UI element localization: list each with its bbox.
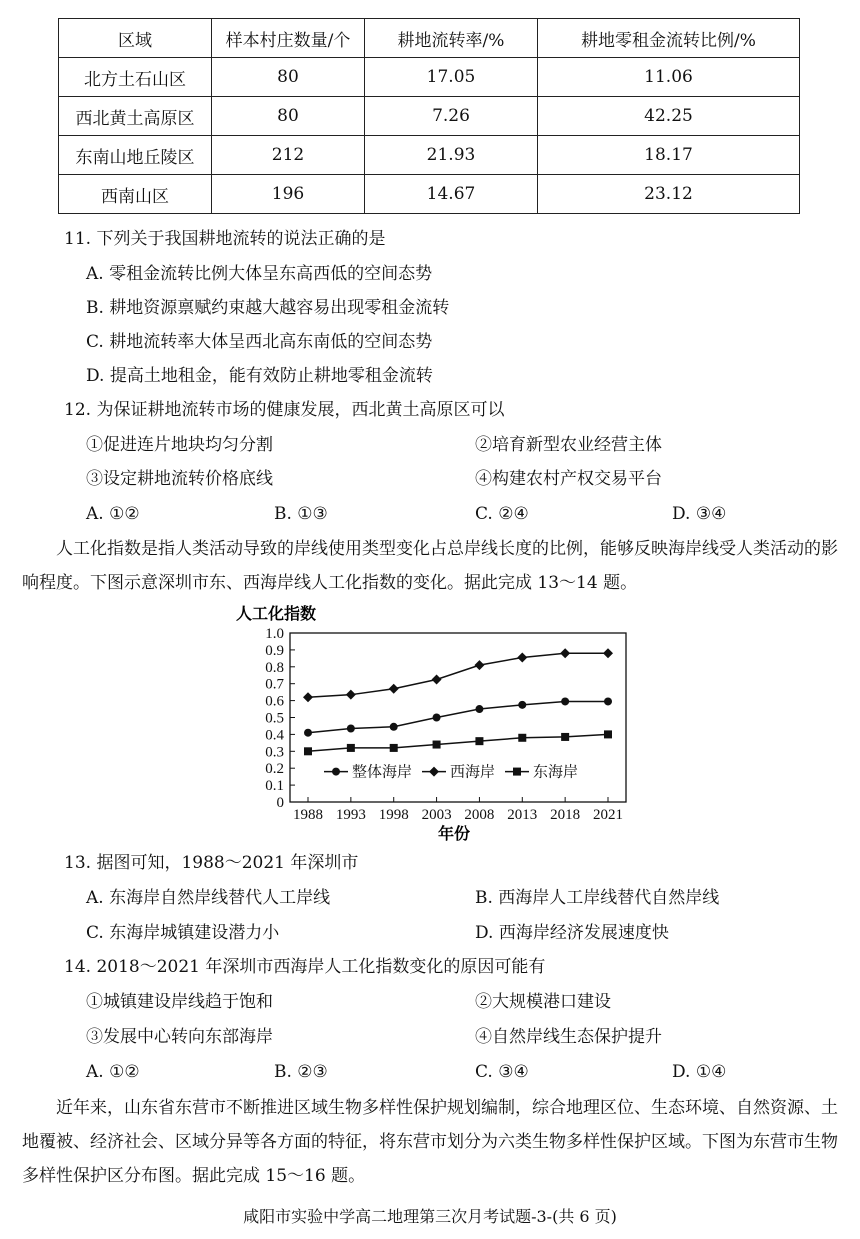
data-point bbox=[604, 697, 612, 705]
table-row bbox=[59, 175, 800, 214]
data-point bbox=[433, 714, 441, 722]
q14-item-2: ②大规模港口建设 bbox=[475, 992, 611, 1012]
q14-option-c[interactable]: C. ③④ bbox=[475, 1062, 529, 1082]
chart-y-axis-label: 人工化指数 bbox=[236, 606, 317, 623]
legend-label: 西海岸 bbox=[450, 764, 496, 781]
data-point bbox=[389, 684, 399, 694]
x-tick-label: 1988 bbox=[293, 807, 323, 823]
q14-option-b[interactable]: B. ②③ bbox=[274, 1062, 328, 1082]
table-cell: 196 bbox=[212, 175, 365, 214]
y-tick-label: 0 bbox=[276, 795, 284, 811]
data-point bbox=[390, 723, 398, 731]
table-row bbox=[59, 58, 800, 97]
table-cell: 西南山区 bbox=[59, 175, 212, 214]
table-cell: 80 bbox=[212, 97, 365, 136]
y-tick-label: 0.2 bbox=[265, 761, 284, 778]
data-point bbox=[347, 744, 355, 752]
data-point bbox=[347, 724, 355, 732]
legend-marker bbox=[513, 768, 521, 776]
y-tick-label: 0.8 bbox=[265, 659, 284, 676]
q12-option-a[interactable]: A. ①② bbox=[86, 504, 140, 524]
data-point bbox=[304, 747, 312, 755]
q14-option-a[interactable]: A. ①② bbox=[86, 1062, 140, 1082]
data-point bbox=[561, 733, 569, 741]
q13-option-d[interactable]: D. 西海岸经济发展速度快 bbox=[475, 923, 669, 943]
y-tick-label: 0.5 bbox=[265, 710, 284, 727]
data-point bbox=[304, 729, 312, 737]
coastline-chart bbox=[228, 603, 638, 843]
table-row bbox=[59, 136, 800, 175]
data-point bbox=[303, 692, 313, 702]
x-tick-label: 2013 bbox=[507, 807, 538, 823]
data-point bbox=[517, 653, 527, 663]
y-tick-label: 0.3 bbox=[265, 744, 284, 761]
data-point bbox=[474, 660, 484, 670]
q13-option-a[interactable]: A. 东海岸自然岸线替代人工岸线 bbox=[86, 888, 331, 908]
x-tick-label: 2008 bbox=[464, 807, 495, 823]
table-cell: 42.25 bbox=[538, 97, 800, 136]
q12-item-4: ④构建农村产权交易平台 bbox=[475, 469, 662, 489]
table-cell: 东南山地丘陵区 bbox=[59, 136, 212, 175]
data-point bbox=[432, 674, 442, 684]
q11-stem: 11. 下列关于我国耕地流转的说法正确的是 bbox=[64, 229, 386, 249]
table-cell: 21.93 bbox=[365, 136, 538, 175]
passage-dongying: 近年来，山东省东营市不断推进区域生物多样性保护规划编制，综合地理区位、生态环境、自然资源、土地覆被、经济社会、区域分异等各方面的特征，将东营市划分为六类生物多样性保护区域。下图为东营市生物多样性保护区分布图。据此完成 15～16 题。 bbox=[22, 1098, 838, 1186]
q12-stem: 12. 为保证耕地流转市场的健康发展，西北黄土高原区可以 bbox=[64, 400, 505, 420]
table-cell: 212 bbox=[212, 136, 365, 175]
table-cell: 14.67 bbox=[365, 175, 538, 214]
q12-option-d[interactable]: D. ③④ bbox=[672, 504, 727, 524]
q14-stem: 14. 2018～2021 年深圳市西海岸人工化指数变化的原因可能有 bbox=[64, 957, 546, 977]
table-cell: 北方土石山区 bbox=[59, 58, 212, 97]
q13-stem: 13. 据图可知，1988～2021 年深圳市 bbox=[64, 853, 359, 873]
table-cell: 80 bbox=[212, 58, 365, 97]
x-tick-label: 2018 bbox=[550, 807, 581, 823]
data-point bbox=[518, 701, 526, 709]
data-point bbox=[475, 705, 483, 713]
table-cell: 7.26 bbox=[365, 97, 538, 136]
table-cell: 17.05 bbox=[365, 58, 538, 97]
table-header-row bbox=[59, 19, 800, 58]
col-header-transfer-rate: 耕地流转率/% bbox=[365, 19, 538, 58]
q11-option-a[interactable]: A. 零租金流转比例大体呈东高西低的空间态势 bbox=[86, 264, 433, 284]
x-tick-label: 2003 bbox=[421, 807, 452, 823]
y-tick-label: 0.6 bbox=[265, 693, 284, 710]
chart-svg bbox=[228, 603, 638, 843]
q13-option-c[interactable]: C. 东海岸城镇建设潜力小 bbox=[86, 923, 280, 943]
y-tick-label: 1.0 bbox=[265, 626, 284, 642]
y-tick-label: 0.4 bbox=[265, 727, 284, 744]
q12-option-c[interactable]: C. ②④ bbox=[475, 504, 529, 524]
legend-marker bbox=[429, 767, 439, 777]
y-tick-label: 0.9 bbox=[265, 642, 284, 659]
y-tick-label: 0.1 bbox=[265, 778, 284, 795]
q14-item-3: ③发展中心转向东部海岸 bbox=[86, 1027, 273, 1047]
q12-option-b[interactable]: B. ①③ bbox=[274, 504, 328, 524]
page-footer: 咸阳市实验中学高二地理第三次月考试题-3-(共 6 页) bbox=[243, 1207, 617, 1226]
q12-item-2: ②培育新型农业经营主体 bbox=[475, 435, 662, 455]
col-header-sample-count: 样本村庄数量/个 bbox=[212, 19, 365, 58]
chart-marks bbox=[265, 626, 623, 823]
x-tick-label: 2021 bbox=[593, 807, 623, 823]
q14-item-4: ④自然岸线生态保护提升 bbox=[475, 1027, 662, 1047]
table-cell: 18.17 bbox=[538, 136, 800, 175]
data-point bbox=[346, 690, 356, 700]
data-point bbox=[433, 741, 441, 749]
q11-option-b[interactable]: B. 耕地资源禀赋约束越大越容易出现零租金流转 bbox=[86, 298, 450, 318]
data-point bbox=[390, 744, 398, 752]
chart-x-axis-label: 年份 bbox=[437, 826, 471, 843]
table-cell: 23.12 bbox=[538, 175, 800, 214]
data-point bbox=[561, 697, 569, 705]
legend-label: 东海岸 bbox=[533, 764, 579, 781]
data-point bbox=[604, 730, 612, 738]
q11-option-d[interactable]: D. 提高土地租金，能有效防止耕地零租金流转 bbox=[86, 366, 433, 386]
x-tick-label: 1998 bbox=[378, 807, 409, 823]
legend-marker bbox=[332, 768, 340, 776]
col-header-zero-rent-ratio: 耕地零租金流转比例/% bbox=[538, 19, 800, 58]
data-point bbox=[475, 737, 483, 745]
q12-item-3: ③设定耕地流转价格底线 bbox=[86, 469, 273, 489]
legend-label: 整体海岸 bbox=[352, 764, 413, 781]
data-point bbox=[560, 648, 570, 658]
table-cell: 11.06 bbox=[538, 58, 800, 97]
q11-option-c[interactable]: C. 耕地流转率大体呈西北高东南低的空间态势 bbox=[86, 332, 433, 352]
y-tick-label: 0.7 bbox=[265, 676, 284, 693]
q12-item-1: ①促进连片地块均匀分割 bbox=[86, 435, 273, 455]
data-point bbox=[518, 734, 526, 742]
col-header-region: 区域 bbox=[59, 19, 212, 58]
table-cell: 西北黄土高原区 bbox=[59, 97, 212, 136]
series-line bbox=[308, 653, 608, 697]
data-point bbox=[603, 648, 613, 658]
q14-option-d[interactable]: D. ①④ bbox=[672, 1062, 727, 1082]
table-row bbox=[59, 97, 800, 136]
q13-option-b[interactable]: B. 西海岸人工岸线替代自然岸线 bbox=[475, 888, 720, 908]
farmland-table bbox=[58, 18, 800, 214]
x-tick-label: 1993 bbox=[335, 807, 366, 823]
passage-coastline: 人工化指数是指人类活动导致的岸线使用类型变化占总岸线长度的比例，能够反映海岸线受人类活动的影响程度。下图示意深圳市东、西海岸线人工化指数的变化。据此完成 13～14 题。 bbox=[22, 539, 838, 593]
q14-item-1: ①城镇建设岸线趋于饱和 bbox=[86, 992, 273, 1012]
